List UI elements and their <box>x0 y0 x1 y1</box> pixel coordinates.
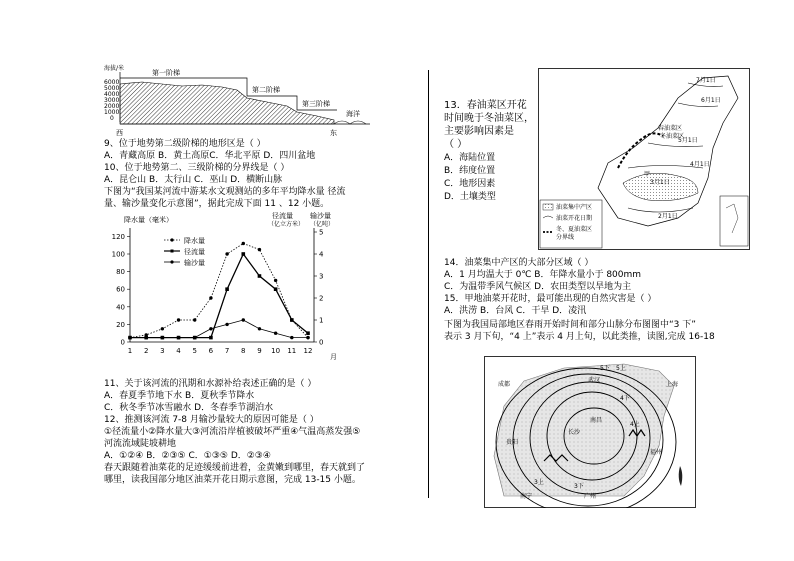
map-label-winter-zone: 冬油菜区 <box>660 133 685 140</box>
series-point-1 <box>274 287 278 291</box>
intro-11-12-line2: 量、输沙量变化示意图”，据此完成下面 11 、12 小题。 <box>104 199 330 209</box>
rain-label-5shang: 5上 <box>616 365 626 372</box>
series-point-2 <box>258 327 261 330</box>
question-9-options: A．青藏高原 B．黄土高原C．华北平原 D．四川盆地 <box>104 151 316 161</box>
left-tick-label: 0 <box>120 338 125 347</box>
legend-runoff: 径流量 <box>184 248 205 256</box>
series-line-1 <box>130 254 308 338</box>
question-13-line2: 时间晚于冬油菜区， <box>444 113 534 124</box>
legend-precip: 降水量 <box>184 237 205 245</box>
series-point-2 <box>225 323 228 326</box>
x-axis-label: 月 <box>330 353 337 361</box>
series-point-0 <box>209 296 212 299</box>
x-tick-label: 9 <box>257 347 262 355</box>
series-point-2 <box>193 336 196 339</box>
series-point-1 <box>258 274 262 278</box>
question-13-option-c: C．地形因素 <box>444 179 496 189</box>
city-shanghai: 上海 <box>666 381 679 388</box>
x-tick-label: 5 <box>192 347 197 355</box>
step2-label: 第二阶梯 <box>252 86 280 94</box>
series-point-2 <box>290 336 293 339</box>
hydrology-chart <box>104 210 344 368</box>
x-tick-label: 10 <box>271 347 281 355</box>
rain-label-3shang: 3上 <box>534 479 544 486</box>
series-point-0 <box>225 252 228 255</box>
rain-label-4xia: 4下 <box>620 395 630 402</box>
west-label: 西 <box>116 129 123 137</box>
series-point-0 <box>177 318 180 321</box>
question-11-options-cd: C．秋冬季节冰雪融水 D．冬春季节湖泊水 <box>104 403 274 413</box>
question-13-line3: 主要影响因素是 <box>444 126 514 137</box>
left-tick-label: 60 <box>116 285 125 294</box>
question-13-line1: 13．春油菜区开花 <box>444 100 527 111</box>
right-axis-title-sediment: 输沙量 <box>310 212 331 220</box>
rain-label-4shang: 4上 <box>630 421 640 428</box>
right-axis-title-runoff-unit: （亿立方米） <box>268 221 305 228</box>
city-nanning: 南宁 <box>520 493 533 500</box>
terrain-y-tick: 1000 <box>104 109 120 116</box>
right-tick-label: 5 <box>319 228 324 237</box>
terrain-y-tick: 0 <box>110 115 114 122</box>
right-tick-label: 4 <box>319 250 324 259</box>
map-label-jul1: 7月1日 <box>696 77 716 84</box>
intro-16-18-line1: 下图为我国局部地区春雨开始时间和部分山脉分布图图中“3 下” <box>444 320 696 330</box>
east-label: 东 <box>330 129 337 137</box>
city-chengdu: 成都 <box>498 381 511 388</box>
city-nanchang: 南昌 <box>590 417 603 424</box>
question-12: 12、推测该河流 7-8 月输沙量较大的原因可能是（ ） <box>104 415 319 425</box>
city-guiyang: 贵阳 <box>506 439 519 446</box>
terrain-y-tick: 2000 <box>104 103 120 110</box>
x-tick-label: 6 <box>208 347 214 355</box>
question-14-options-ab: A．1 月均温大于 0℃ B．年降水量小于 800mm <box>444 270 642 280</box>
intro-11-12-line1: 下图为“我国某河流中游某水文观测站的多年平均降水量 径流 <box>104 187 346 197</box>
series-line-2 <box>130 320 308 338</box>
x-tick-label: 8 <box>241 347 246 355</box>
question-9: 9、位于地势第二级阶梯的地形区是（ ） <box>104 139 266 149</box>
left-tick-label: 80 <box>116 268 125 277</box>
right-tick-label: 1 <box>319 316 324 325</box>
city-guangzhou: 广州 <box>584 493 597 500</box>
series-point-2 <box>144 336 147 339</box>
city-changsha: 长沙 <box>568 429 581 436</box>
terrain-y-tick: 3000 <box>104 97 120 104</box>
intro-13-15-line1: 春天跟随着油菜花的足迹缓缓前进着，金黄嫩到哪里，春天就到了 <box>104 463 366 473</box>
series-point-0 <box>161 327 164 330</box>
legend-zones: 冬、夏油菜区 <box>556 226 593 233</box>
terrain-profile <box>102 60 372 138</box>
series-point-1 <box>241 252 245 256</box>
legend-boundary: 分界线 <box>556 234 575 241</box>
x-tick-label: 4 <box>176 347 181 355</box>
chart-legend <box>164 236 205 267</box>
question-11-options-ab: A．春夏季节地下水 B．夏秋季节降水 <box>104 391 255 401</box>
terrain-y-tick: 4000 <box>104 91 120 98</box>
question-15: 15．甲地油菜开花时，最可能出现的自然灾害是（ ） <box>444 294 657 304</box>
ocean-label: 海洋 <box>346 110 360 118</box>
intro-13-15-line2: 哪里，读我国部分地区油菜开花日期示意图，完成 13-15 小题。 <box>104 475 361 485</box>
left-tick-label: 40 <box>116 303 125 312</box>
series-point-2 <box>242 318 245 321</box>
question-13-line4: （ ） <box>444 139 468 150</box>
question-12-items-cont: 河流流域陡坡耕地 <box>104 439 177 449</box>
map-label-spring-zone: 春油菜区 <box>658 125 683 132</box>
series-point-2 <box>306 336 309 339</box>
series-point-2 <box>128 336 131 339</box>
series-point-1 <box>290 318 294 322</box>
question-14-options-cd: C．为温带季风气候区 D．农田类型以旱地为主 <box>444 282 632 292</box>
rapeseed-flowering-map <box>538 68 750 250</box>
left-tick-label: 100 <box>111 250 125 259</box>
x-tick-label: 3 <box>160 347 165 355</box>
question-13-option-a: A．海陆位置 <box>444 153 496 163</box>
left-tick-label: 120 <box>111 232 125 241</box>
right-tick-label: 0 <box>319 338 324 347</box>
map-label-may1: 5月1日 <box>678 137 698 144</box>
map-label-feb1: 2月1日 <box>658 213 678 220</box>
terrain-y-tick: 6000 <box>104 79 120 86</box>
x-tick-label: 12 <box>303 347 313 355</box>
map-label-jun1: 6月1日 <box>701 97 721 104</box>
x-tick-label: 1 <box>127 347 133 355</box>
series-point-2 <box>161 336 164 339</box>
question-10-options: A．昆仑山 B．太行山 C．巫山 D．横断山脉 <box>104 175 283 185</box>
terrain-y-tick: 5000 <box>104 85 120 92</box>
series-point-1 <box>306 331 310 335</box>
series-line-0 <box>130 243 308 337</box>
rain-label-5xia: 5下 <box>600 365 610 372</box>
question-13-option-b: B．纬度位置 <box>444 166 496 176</box>
series-point-0 <box>242 242 245 245</box>
question-12-options: A．①②④ B．②③⑤ C．①③⑤ D．②③④ <box>104 451 271 461</box>
step3-label: 第三阶梯 <box>302 100 330 108</box>
map-label-apr1: 4月1日 <box>690 161 710 168</box>
series-point-2 <box>177 336 180 339</box>
right-axis-title-runoff: 径流量 <box>272 212 293 220</box>
legend-sediment: 输沙量 <box>184 259 205 267</box>
question-10: 10、位于地势第二、三级阶梯的分界线是（ ） <box>104 163 290 173</box>
question-11: 11、关于该河流的汛期和水源补给表述正确的是（ ） <box>104 379 317 389</box>
rain-label-3xia: 3下 <box>574 483 584 490</box>
question-12-items: ①径流量小②降水量大③河流沿岸植被破坏严重④气温高蒸发强⑤ <box>104 427 361 437</box>
question-13-option-d: D．土壤类型 <box>444 192 496 202</box>
map-label-mar1: 3月1日 <box>650 179 670 186</box>
map-label-jia: 甲 <box>644 171 651 178</box>
question-14: 14．油菜集中产区的大部分区域（ ） <box>444 258 594 268</box>
series-point-1 <box>225 287 229 291</box>
x-tick-label: 11 <box>287 347 297 355</box>
series-point-2 <box>209 327 212 330</box>
x-tick-label: 2 <box>143 347 149 355</box>
city-wuhan: 武汉 <box>588 377 601 384</box>
legend-production-area: 油菜集中产区 <box>556 204 593 211</box>
city-fuzhou: 福州 <box>650 449 663 456</box>
x-tick-label: 7 <box>224 347 230 355</box>
terrain-y-label: 海拔/米 <box>104 65 125 72</box>
legend-flowering-date: 油菜开花日期 <box>556 215 593 222</box>
right-axis-title-sediment-unit: （亿吨） <box>310 221 335 228</box>
left-tick-label: 20 <box>116 320 125 329</box>
series-point-0 <box>193 318 196 321</box>
right-tick-label: 3 <box>319 272 324 281</box>
intro-16-18-line2: 表示 3 月下旬，“4 上”表示 4 月上旬，以此类推，读图,完成 16-18 <box>444 332 715 342</box>
spring-rain-map <box>484 356 696 508</box>
question-15-options: A．洪涝 B．台风 C．干旱 D．凌汛 <box>444 306 587 316</box>
right-tick-label: 2 <box>319 294 324 303</box>
left-axis-title: 降水量（毫米） <box>124 216 173 224</box>
series-point-2 <box>274 332 277 335</box>
step1-label: 第一阶梯 <box>152 69 180 77</box>
series-point-1 <box>209 336 213 340</box>
series-point-0 <box>258 248 261 251</box>
column-divider <box>428 70 429 498</box>
series-point-0 <box>274 279 277 282</box>
